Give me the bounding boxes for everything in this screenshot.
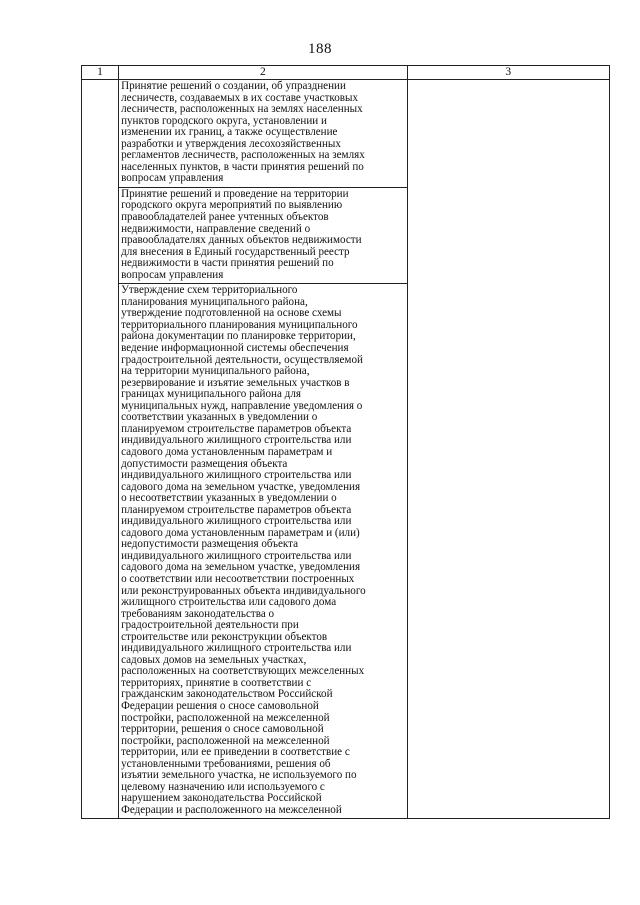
row-number-cell (82, 80, 119, 819)
table-header-row (82, 66, 610, 80)
row-notes-cell (407, 80, 609, 819)
column-header-2: 2 (119, 66, 408, 80)
row-description-cell (119, 284, 408, 819)
column-header-1: 1 (82, 66, 119, 80)
cell-col2-text: Утверждение схем территориального планирования муниципального района, утверждение подготовленной на основе схемы территориального планирования муниципального района документации по планировке территории, ведение информационной системы обеспечения градостроительной деятельности, осуществляемой на территории муниципального района, резервирование и изъятие земельных участков в границах муниципального района для муниципальных нужд, направление уведомления о соответствии указанных в уведомлении о планируемом строительстве параметров объекта индивидуального жилищного строительства или садового дома установленным параметрам и допустимости размещения объекта индивидуального жилищного строительства или садового дома на земельном участке, уведомления о несоответствии указанных в уведомлении о планируемом строительстве параметров объекта индивидуального жилищного строительства или садового дома установленным параметрам и (или) недопустимости размещения объекта индивидуального жилищного строительства или садового дома на земельном участке, уведомления о соответствии или несоответствии построенных или реконструированных объекта индивидуального жилищного строительства или садового дома требованиям законодательства о градостроительной деятельности при строительстве или реконструкции объектов индивидуального жилищного строительства или садовых домов на земельных участках, расположенных на соответствующих межселенных территориях, принятие в соответствии с гражданским законодательством Российской Федерации решения о сносе самовольной постройки, расположенной на межселенной территории, решения о сносе самовольной постройки, расположенной на межселенной территории, или ее приведении в соответствие с установленными требованиями, решения об изъятии земельного участка, не используемого по целевому назначению или используемого с нарушением законодательства Российской Федерации и расположенного на межселенной (121, 284, 366, 816)
page-number: 188 (308, 41, 332, 57)
cell-col2-text: Принятие решений о создании, об упразднении лесничеств, создаваемых в их составе участковых лесничеств, расположенных на землях населенных пунктов городского округа, установлении и изменении их границ, а также осуществление разработки и утверждения лесохозяйственных регламентов лесничеств, расположенных на землях населенных пунктов, в части принятия решений по вопросам управления (121, 80, 365, 185)
powers-table (81, 65, 610, 819)
row-description-cell (119, 80, 408, 188)
cell-col3 (408, 80, 609, 83)
column-header-3: 3 (407, 66, 609, 80)
cell-col2-text: Принятие решений и проведение на территории городского округа мероприятий по выявлению правообладателей ранее учтенных объектов недвижимости, направление сведений о правообладателях данных объектов недвижимости для внесения в Единый государственный реестр недвижимости в части принятия решений по вопросам управления (121, 187, 362, 281)
cell-col1 (82, 80, 118, 83)
row-description-cell (119, 187, 408, 283)
table-row (82, 80, 610, 188)
